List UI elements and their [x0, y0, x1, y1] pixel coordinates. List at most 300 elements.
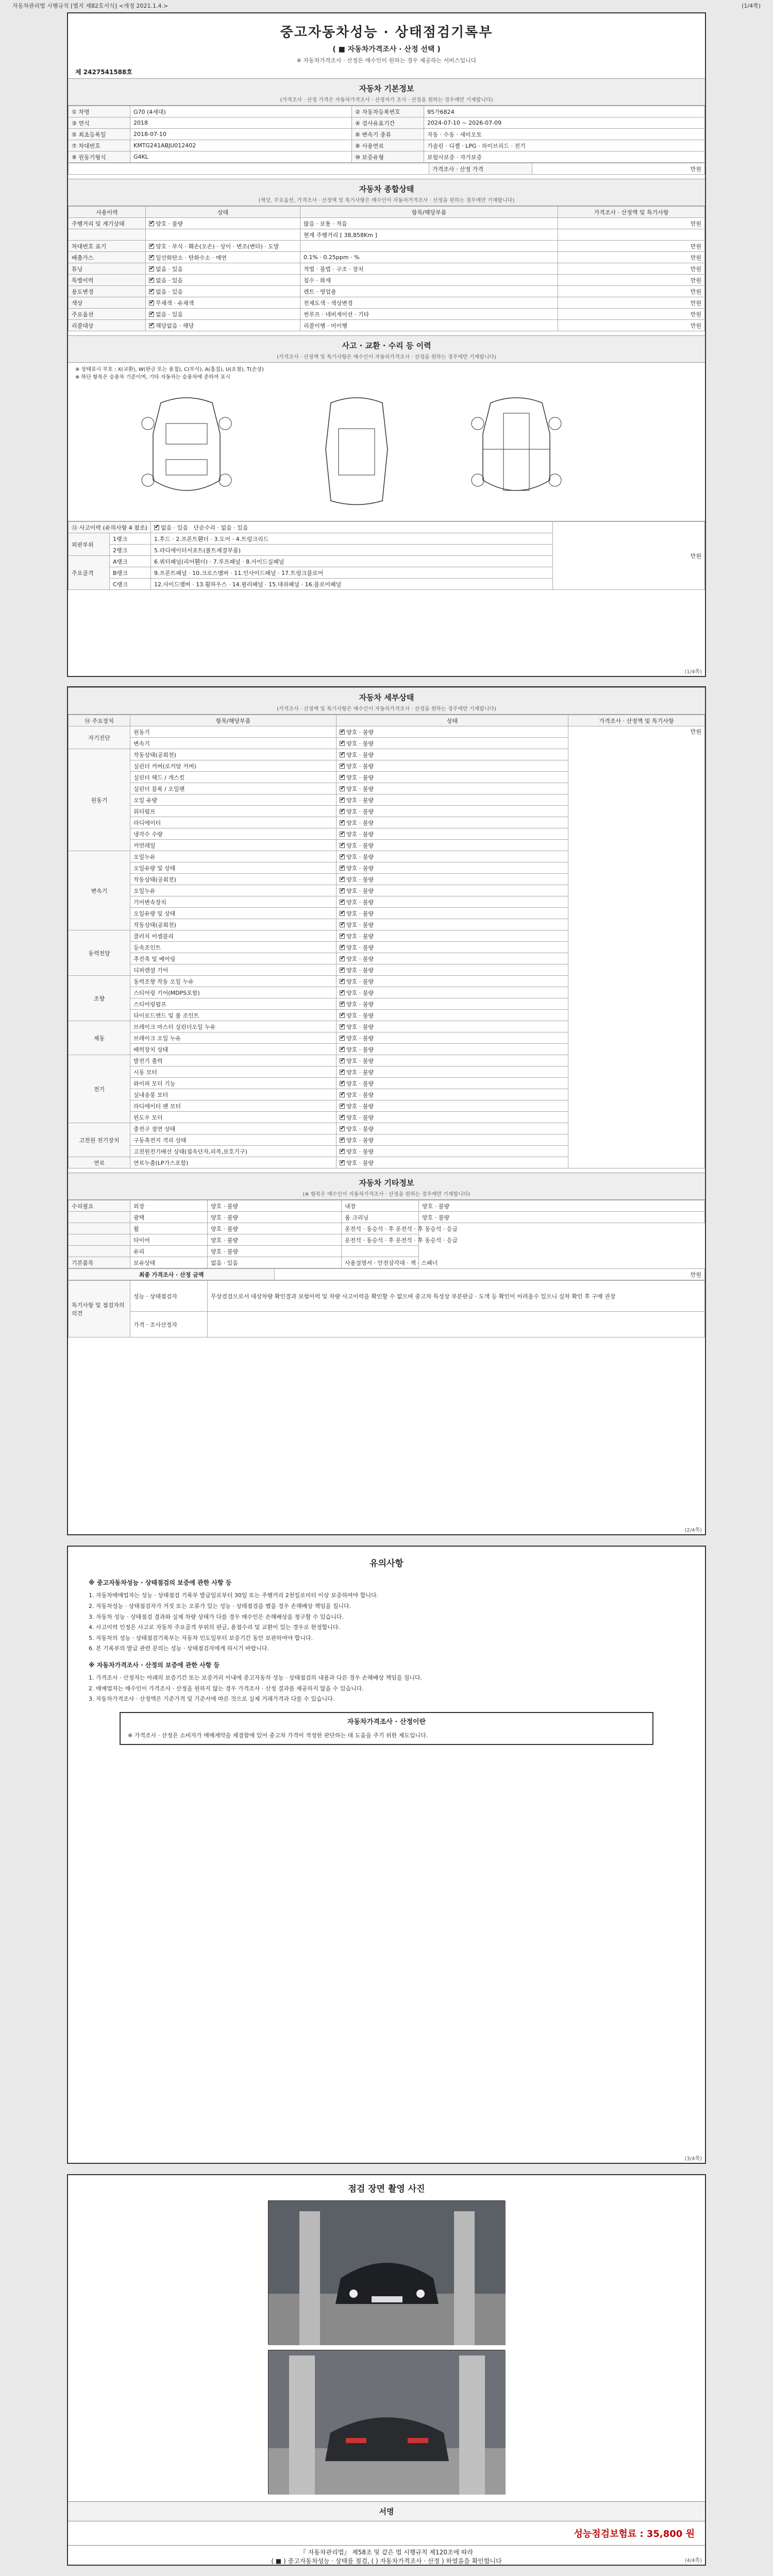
- summary-row: [69, 320, 705, 331]
- etc-title: 자동차 기타정보: [359, 1178, 414, 1188]
- page-1: [67, 12, 706, 677]
- summary-price-unit: 만원: [558, 241, 705, 252]
- basic-label: ⑨ 원동기형식: [69, 151, 130, 163]
- detail-state: ✔ 양호 · 불량: [337, 851, 568, 862]
- form-legal-ref: 자동차관리법 시행규칙 [별지 제82호서식] <개정 2021.1.4.>: [12, 3, 169, 9]
- checkbox: [149, 266, 154, 272]
- detail-head-0: ⑭ 주요장치: [69, 715, 130, 726]
- checkbox: [149, 255, 154, 260]
- etc-cell: 기본품목: [69, 1257, 130, 1268]
- summary-price-unit: 만원: [558, 263, 705, 275]
- etc-cell: 유리: [130, 1246, 208, 1257]
- notice-item: 4. 사고이력 인정은 사고로 자동차 주요골격 부위의 판금, 용접수리 및 교환이 있는 경우로 한정합니다.: [89, 1624, 340, 1631]
- checkbox: [340, 888, 345, 893]
- notice-subtitle-1: ※ 중고자동차성능 · 상태점검의 보증에 관한 사항 등: [89, 1579, 232, 1587]
- detail-item: 작동상태(공회전): [130, 874, 337, 885]
- page-2-number: (2/4쪽): [684, 1528, 702, 1533]
- checkbox: [340, 1104, 345, 1109]
- detail-state: ✔ 양호 · 불량: [337, 760, 568, 772]
- detail-state: ✔ 양호 · 불량: [337, 1112, 568, 1123]
- detail-state: ✔ 양호 · 불량: [337, 1123, 568, 1134]
- etc-row: [69, 1223, 705, 1234]
- accident-price-unit: 만원: [553, 522, 705, 590]
- checkbox: [340, 945, 345, 950]
- checkbox: [149, 323, 154, 328]
- summary-price-unit: 만원: [558, 309, 705, 320]
- basic-value: KMTG241ABJU012402: [130, 140, 352, 151]
- summary-note: (색상, 주요옵션, 가격조사 · 산정액 및 특기사항은 매수인이 자동차가격조사 · 산정을 원하는 경우에만 기재합니다): [258, 198, 515, 204]
- summary-state: ✔ 무채색 · 유채색: [146, 297, 300, 309]
- etc-cell: [342, 1246, 419, 1257]
- basic-label: ⑤ 최초등록일: [69, 129, 130, 140]
- summary-item: 차대번호 표기: [69, 241, 146, 252]
- page-1-number: (1/4쪽): [684, 669, 702, 675]
- checkbox: [340, 1081, 345, 1086]
- detail-item: 스티어링펌프: [130, 998, 337, 1010]
- detail-item: 라디에이터 팬 모터: [130, 1100, 337, 1112]
- summary-state: ✔ 없음 · 있음: [146, 286, 300, 297]
- etc-cell: [69, 1223, 130, 1234]
- price-examination-title: 자동차가격조사 · 산정이란: [347, 1718, 426, 1726]
- detail-price-unit: 만원: [568, 726, 705, 1168]
- etc-row: [69, 1257, 705, 1268]
- notice-item: 1. 자동차매매업자는 성능 · 상태점검 기록부 발급일로부터 30일 또는 주행거리 2천킬로미터 이상 보증하여야 합니다.: [89, 1592, 379, 1599]
- basic-label: ⑦ 차대번호: [69, 140, 130, 151]
- notice-item: 2. 자동차성능 · 상태점검자가 거짓 또는 오류가 있는 성능 · 상태점검을 했을 경우 손해배상 책임을 집니다.: [89, 1602, 351, 1609]
- checkbox: [340, 1013, 345, 1018]
- summary-price-unit: 만원: [558, 218, 705, 229]
- summary-row: [69, 297, 705, 309]
- special-notes-label: 특기사항 및 점검자의 의견: [69, 1281, 130, 1337]
- detail-state: ✔ 양호 · 불량: [337, 976, 568, 987]
- checkbox: [340, 730, 345, 735]
- detail-head-3: 가격조사 · 산정액 및 특기사항: [568, 715, 705, 726]
- price-examiner-label: 가격 · 조사산정자: [130, 1312, 208, 1337]
- etc-cell: 양호 · 불량: [208, 1246, 342, 1257]
- document-note: ※ 자동차가격조사 · 산정은 매수인이 원하는 경우 제공하는 서비스입니다: [296, 57, 477, 64]
- checkbox: [340, 764, 345, 769]
- notice-title: 유의사항: [369, 1558, 404, 1569]
- checkbox: [340, 934, 345, 939]
- etc-cell: 외장: [130, 1200, 208, 1212]
- checkbox: [340, 866, 345, 871]
- detail-state: ✔ 양호 · 불량: [337, 1089, 568, 1100]
- etc-note: (※ 항목은 매수인이 자동차가격조사 · 산정을 원하는 경우에만 기재합니다): [303, 1192, 470, 1197]
- checkbox: [340, 854, 345, 859]
- detail-state: ✔ 양호 · 불량: [337, 1146, 568, 1157]
- rank1-items: 1.후드 · 2.프론트휀더 · 3.도어 · 4.트렁크리드: [151, 533, 553, 545]
- basic-label: ⑩ 보증유형: [352, 151, 424, 163]
- detail-item: 오일 유량: [130, 794, 337, 806]
- checkbox: [340, 775, 345, 780]
- checkbox: [340, 922, 345, 927]
- page-3: [67, 1546, 706, 2164]
- etc-cell: 양호 · 불량: [419, 1200, 705, 1212]
- checkbox: [340, 956, 345, 961]
- summary-item: 튜닝: [69, 263, 146, 275]
- basic-price-unit: 만원: [532, 163, 705, 175]
- detail-item: 커먼레일: [130, 840, 337, 851]
- etc-table: [68, 1200, 705, 1268]
- basic-row: [69, 117, 705, 129]
- basic-info-header: [68, 78, 705, 106]
- document-title: 중고자동차성능 · 상태점검기록부: [280, 25, 493, 40]
- checkbox: [149, 244, 154, 249]
- detail-state: ✔ 양호 · 불량: [337, 930, 568, 942]
- summary-detail: 썬루프 · 네비게이션 · 기타: [300, 309, 558, 320]
- detail-item: 구동축전지 격리 상태: [130, 1134, 337, 1146]
- checkbox: [340, 1036, 345, 1041]
- detail-state: ✔ 양호 · 불량: [337, 817, 568, 828]
- checkbox: [340, 1058, 345, 1063]
- summary-item: 특별이력: [69, 275, 146, 286]
- detail-state: ✔ 양호 · 불량: [337, 896, 568, 908]
- detail-state: ✔ 양호 · 불량: [337, 806, 568, 817]
- detail-state: ✔ 양호 · 불량: [337, 1100, 568, 1112]
- detail-item: 추진축 및 베어링: [130, 953, 337, 964]
- checkbox: [340, 843, 345, 848]
- insurance-fee: [68, 2521, 705, 2545]
- etc-cell: 타이어: [130, 1234, 208, 1246]
- checkbox: [340, 1138, 345, 1143]
- basic-price-table: [68, 163, 705, 175]
- detail-item: 시동 모터: [130, 1066, 337, 1078]
- detail-item: 실린더 헤드 / 개스킷: [130, 772, 337, 783]
- notice-list-1: [89, 1591, 684, 1653]
- detail-item: 브레이크 오일 누유: [130, 1032, 337, 1044]
- accident-legend-1: ※ 상태표시 부호 : X(교환), W(판금 또는 용접), C(부식), A(흠집), U(요철), T(손상): [75, 367, 264, 372]
- special-notes-table: [68, 1280, 705, 1337]
- detail-item: 작동상태(공회전): [130, 919, 337, 930]
- car-top-diagram: [310, 393, 403, 511]
- detail-group: 동력전달: [69, 930, 130, 976]
- odometer-row: [69, 229, 705, 241]
- detail-table: [68, 715, 705, 1168]
- detail-state: ✔ 양호 · 불량: [337, 1055, 568, 1066]
- summary-row: [69, 286, 705, 297]
- detail-group: 고전원 전기장치: [69, 1123, 130, 1157]
- etc-cell: 양호 · 불량: [208, 1200, 342, 1212]
- detail-item: 실내송풍 모터: [130, 1089, 337, 1100]
- etc-cell: 수리필요: [69, 1200, 130, 1212]
- checkbox: [340, 877, 345, 882]
- basic-value: 자동 · 수동 · 세미오토: [424, 129, 705, 140]
- etc-cell: 광택: [130, 1212, 208, 1223]
- etc-cell: 운전석 · 동승석 · 후 운전석 · 후 동승석 · 응급: [342, 1234, 419, 1246]
- basic-price-label: 가격조사 · 산정 가격: [429, 163, 532, 175]
- checkbox: [340, 786, 345, 791]
- car-side-left-diagram: [130, 393, 243, 511]
- detail-group: 자기진단: [69, 726, 130, 749]
- detail-item: 배력장치 상태: [130, 1044, 337, 1055]
- etc-cell: 내장: [342, 1200, 419, 1212]
- summary-state: ✔ 양호 · 부식 · 훼손(오손) · 상이 · 변조(변타) · 도말: [146, 241, 300, 252]
- summary-item: 리콜대상: [69, 320, 146, 331]
- accident-header: [68, 335, 705, 363]
- basic-value: 2018-07-10: [130, 129, 352, 140]
- detail-state: ✔ 양호 · 불량: [337, 964, 568, 976]
- checkbox: [340, 1024, 345, 1029]
- final-price-label: 최종 가격조사 · 산정 금액: [69, 1269, 275, 1280]
- summary-state: ✔ 양호 · 불량: [146, 218, 300, 229]
- legal-footer: [68, 2545, 705, 2567]
- etc-cell: 양호 · 불량: [208, 1234, 342, 1246]
- checkbox: [149, 221, 154, 226]
- etc-cell: 운전석 · 동승석 · 후 운전석 · 후 동승석 · 응급: [342, 1223, 419, 1234]
- basic-row: [69, 129, 705, 140]
- photo-section-title: 점검 장면 촬영 사진: [348, 2184, 425, 2194]
- detail-row: [69, 726, 705, 738]
- summary-detail: 0.1% · 0.25ppm · %: [300, 252, 558, 263]
- detail-head-2: 상태: [337, 715, 568, 726]
- notice-item: 5. 자동차의 성능 · 상태점검기록부는 자동차 인도일부터 보증기간 동안 보관하여야 합니다.: [89, 1634, 313, 1641]
- detail-item: 오일누유: [130, 851, 337, 862]
- detail-group: 변속기: [69, 851, 130, 930]
- photo-rear-image: [268, 2350, 506, 2495]
- rankA-items: 6.쿼터패널(리어휀더) · 7.루프패널 · 8.사이드실패널: [151, 556, 553, 567]
- detail-state: ✔ 양호 · 불량: [337, 772, 568, 783]
- summary-detail: 침수 · 화재: [300, 275, 558, 286]
- summary-row: [69, 218, 705, 229]
- basic-value: 2024-07-10 ~ 2026-07-09: [424, 117, 705, 129]
- accident-note: (가격조사 · 산정액 및 특기사항은 매수인이 자동차가격조사 · 산정을 원하는 경우에만 기재합니다): [277, 354, 496, 360]
- summary-price-unit: 만원: [558, 297, 705, 309]
- accident-table: ⑬ 사고이력 (유의사항 4 참조) ✔ 없음 · 있음 단순수리 · 없음 · 있음 만원 외판부위 1랭크 1.후드 · 2.프론트휀더 · 3.도어 · 4.트렁크리드 2랭크 5.라디에이터서포트(볼트체결부품) 주요골격 A랭크 6.쿼터패널(리어휀더) · 7.루프패널 · 8.사이드실패널 B랭크 9.프론트패널 · 10.크로스멤버 · 11.인사이드패널 · 17.트렁크플로어 C랭크 12.사이드멤버 · 13.휠하우스 · 14.필러패널 · 15.대쉬패널 · 16.플로어패널: [68, 521, 705, 590]
- detail-state: ✔ 양호 · 불량: [337, 749, 568, 760]
- detail-item: 실린더 커버(로커암 커버): [130, 760, 337, 772]
- etc-cell: 양호 · 불량: [208, 1223, 342, 1234]
- etc-row: [69, 1234, 705, 1246]
- photo-front-image: [268, 2201, 506, 2345]
- summary-item: 주행거리 및 계기상태: [69, 218, 146, 229]
- checkbox: [340, 741, 345, 746]
- detail-state: ✔ 양호 · 불량: [337, 1010, 568, 1021]
- checkbox: [340, 1047, 345, 1052]
- detail-item: 클러치 어셈블리: [130, 930, 337, 942]
- checkbox: [340, 1126, 345, 1131]
- basic-value: 보험사보증 · 자가보증: [424, 151, 705, 163]
- detail-head-1: 항목/해당부품: [130, 715, 337, 726]
- checkbox: [340, 1160, 345, 1165]
- insurance-fee-label: 성능점검보험료 :: [574, 2529, 644, 2539]
- detail-title: 자동차 세부상태: [359, 693, 414, 702]
- detail-item: 연료누출(LP가스포함): [130, 1157, 337, 1168]
- summary-head-0: 사용이력: [69, 207, 146, 218]
- detail-item: 브레이크 마스터 실린더오일 누유: [130, 1021, 337, 1032]
- detail-state: ✔ 양호 · 불량: [337, 1134, 568, 1146]
- summary-head-1: 상태: [146, 207, 300, 218]
- detail-state: ✔ 양호 · 불량: [337, 738, 568, 749]
- page-2: [67, 686, 706, 1535]
- notice-subtitle-2: ※ 자동차가격조사 · 산정의 보증에 관한 사항 등: [89, 1661, 220, 1669]
- basic-value: 95가6824: [424, 106, 705, 117]
- checkbox: [340, 900, 345, 905]
- basic-label: ③ 연식: [69, 117, 130, 129]
- detail-item: 고전원전기배선 상태(접속단자,피복,보호기구): [130, 1146, 337, 1157]
- checkbox: [340, 1092, 345, 1097]
- detail-state: ✔ 양호 · 불량: [337, 942, 568, 953]
- summary-row: [69, 275, 705, 286]
- odometer-value: 현재 주행거리 [ 38,858Km ]: [300, 229, 558, 241]
- basic-value: G70 (4세대): [130, 106, 352, 117]
- etc-cell: 사용설명서 · 안전삼각대 · 잭 · 스패너: [342, 1257, 419, 1268]
- summary-price-unit: 만원: [558, 320, 705, 331]
- detail-state: ✔ 양호 · 불량: [337, 1021, 568, 1032]
- detail-group: 원동기: [69, 749, 130, 851]
- detail-state: ✔ 양호 · 불량: [337, 1157, 568, 1168]
- summary-price-unit: 만원: [558, 252, 705, 263]
- accident-history-label: ⑬ 사고이력 (유의사항 4 참조): [69, 522, 151, 533]
- basic-value: 2018: [130, 117, 352, 129]
- summary-state: ✔ 일산화탄소 · 탄화수소 · 매연: [146, 252, 300, 263]
- checkbox: [340, 968, 345, 973]
- detail-item: 워터펌프: [130, 806, 337, 817]
- detail-item: 발전기 출력: [130, 1055, 337, 1066]
- inspection-photo-rear: [268, 2350, 505, 2494]
- detail-item: 냉각수 수량: [130, 828, 337, 840]
- checkbox: [340, 752, 345, 757]
- etc-row: [69, 1200, 705, 1212]
- detail-state: ✔ 양호 · 불량: [337, 862, 568, 874]
- insurance-fee-value: 35,800 원: [646, 2529, 695, 2539]
- detail-item: 원동기: [130, 726, 337, 738]
- detail-item: 윈도우 모터: [130, 1112, 337, 1123]
- accident-legend-2: ※ 하단 항목은 승용차 기준이며, 기타 자동차는 승용차에 준하여 표시: [75, 375, 230, 380]
- etc-header: [68, 1173, 705, 1200]
- summary-detail: 적법 · 불법 · 구조 · 장치: [300, 263, 558, 275]
- basic-info-note: (가격조사 · 산정 가격은 자동차가격조사 · 산정자가 조사 · 산정을 원하는 경우에만 기재합니다): [280, 97, 493, 103]
- checkbox: [340, 990, 345, 995]
- basic-row: [69, 106, 705, 117]
- summary-detail: 전체도색 · 색상변경: [300, 297, 558, 309]
- checkbox: [340, 1070, 345, 1075]
- summary-detail: 렌트 · 영업용: [300, 286, 558, 297]
- detail-item: 스티어링 기어(MDPS포함): [130, 987, 337, 998]
- detail-state: ✔ 양호 · 불량: [337, 783, 568, 794]
- final-price-table: [68, 1268, 705, 1280]
- rankB-items: 9.프론트패널 · 10.크로스멤버 · 11.인사이드패널 · 17.트렁크플로어: [151, 567, 553, 579]
- notice-item: 6. 본 기록부의 발급 관련 문의는 성능 · 상태점검자에게 하시기 바랍니다.: [89, 1645, 269, 1652]
- detail-item: 오일누유: [130, 885, 337, 896]
- summary-table: [68, 206, 705, 331]
- page-indicator: (1/4쪽): [742, 3, 761, 9]
- summary-item: 배출가스: [69, 252, 146, 263]
- legal-footer-2: ( ■ ) 중고자동차성능 · 상태를 점검, ( ) 자동차가격조사 · 산정 ) 하였음을 확인합니다: [271, 2557, 502, 2565]
- basic-label: ① 차명: [69, 106, 130, 117]
- checkbox: [340, 809, 345, 814]
- detail-state: ✔ 양호 · 불량: [337, 840, 568, 851]
- notice-list-2: [89, 1673, 684, 1704]
- price-examination-box: [120, 1712, 653, 1745]
- detail-state: ✔ 양호 · 불량: [337, 1044, 568, 1055]
- basic-value: G4KL: [130, 151, 352, 163]
- basic-value: 가솔린 · 디젤 · LPG · 하이브리드 · 전기: [424, 140, 705, 151]
- detail-note: (가격조사 · 산정액 및 특기사항은 매수인이 자동차가격조사 · 산정을 원하는 경우에만 기재합니다): [277, 706, 496, 712]
- summary-item: 용도변경: [69, 286, 146, 297]
- checkbox: [340, 832, 345, 837]
- car-frame-diagram: [460, 393, 573, 511]
- detail-group: 전기: [69, 1055, 130, 1123]
- summary-state: ✔ 해당없음 · 해당: [146, 320, 300, 331]
- detail-item: 동력조향 작동 오일 누유: [130, 976, 337, 987]
- detail-state: ✔ 양호 · 불량: [337, 794, 568, 806]
- detail-item: 디퍼렌셜 기어: [130, 964, 337, 976]
- etc-cell: 양호 · 불량: [419, 1212, 705, 1223]
- detail-state: ✔ 양호 · 불량: [337, 987, 568, 998]
- summary-state: ✔ 없음 · 있음: [146, 309, 300, 320]
- detail-state: ✔ 양호 · 불량: [337, 828, 568, 840]
- accident-history-value: ✔ 없음 · 있음 단순수리 · 없음 · 있음: [151, 522, 553, 533]
- etc-cell: [69, 1234, 130, 1246]
- detail-item: 변속기: [130, 738, 337, 749]
- etc-cell: 없음 · 있음: [208, 1257, 342, 1268]
- etc-row: [69, 1246, 705, 1257]
- basic-label: ④ 검사유효기간: [352, 117, 424, 129]
- basic-label: ⑧ 사용연료: [352, 140, 424, 151]
- accident-title: 사고 · 교환 · 수리 등 이력: [342, 341, 431, 350]
- summary-price-unit: 만원: [558, 286, 705, 297]
- detail-item: 오일유량 및 상태: [130, 862, 337, 874]
- basic-info-table: [68, 106, 705, 163]
- checkbox: [149, 289, 154, 294]
- basic-label: ⑥ 변속기 종류: [352, 129, 424, 140]
- detail-item: 오일유량 및 상태: [130, 908, 337, 919]
- serial-number: 제 2427541588호: [75, 69, 132, 76]
- detail-item: 등속조인트: [130, 942, 337, 953]
- inspection-photo-front: [268, 2200, 505, 2345]
- basic-label: ② 자동차등록번호: [352, 106, 424, 117]
- checkbox: [149, 278, 154, 283]
- notice-item: 2. 매매업자는 매수인이 가격조사 · 산정을 원하지 않는 경우 가격조사 · 산정 결과를 제공하지 않을 수 있습니다.: [89, 1685, 364, 1692]
- etc-cell: 룸 크리닝: [342, 1212, 419, 1223]
- detail-state: ✔ 양호 · 불량: [337, 1032, 568, 1044]
- detail-header: [68, 687, 705, 715]
- detail-state: ✔ 양호 · 불량: [337, 874, 568, 885]
- summary-row: [69, 252, 705, 263]
- checkbox: [340, 820, 345, 825]
- detail-state: ✔ 양호 · 불량: [337, 1066, 568, 1078]
- checkbox: [340, 1002, 345, 1007]
- final-price-unit: 만원: [275, 1269, 705, 1280]
- detail-state: ✔ 양호 · 불량: [337, 726, 568, 738]
- detail-item: 와이퍼 모터 기능: [130, 1078, 337, 1089]
- summary-detail: 리콜이행 · 미이행: [300, 320, 558, 331]
- detail-state: ✔ 양호 · 불량: [337, 885, 568, 896]
- price-examination-text: ※ 가격조사 · 산정은 소비자가 매매계약을 체결함에 있어 중고차 가격이 적정한 판단하는 데 도움을 주기 위한 제도입니다.: [128, 1732, 428, 1739]
- detail-item: 작동상태(공회전): [130, 749, 337, 760]
- page-4-number: (4/4쪽): [684, 2558, 702, 2564]
- detail-item: 타이로드엔드 및 볼 조인트: [130, 1010, 337, 1021]
- page-3-number: (3/4쪽): [684, 2156, 702, 2162]
- detail-state: ✔ 양호 · 불량: [337, 953, 568, 964]
- basic-row: [69, 151, 705, 163]
- etc-row: [69, 1212, 705, 1223]
- document-header: [68, 13, 705, 64]
- checkbox: [149, 300, 154, 306]
- detail-state: ✔ 양호 · 불량: [337, 908, 568, 919]
- detail-group: 제동: [69, 1021, 130, 1055]
- checkbox: [340, 911, 345, 916]
- legal-footer-1: 『 자동차관리법』 제58조 및 같은 법 시행규칙 제120조에 따라: [299, 2549, 474, 2556]
- summary-title: 자동차 종합상태: [359, 184, 414, 194]
- page-4: [67, 2174, 706, 2566]
- notice-item: 3. 자동차 성능 · 상태점검 결과와 실제 차량 상태가 다를 경우 매수인은 손해배상을 청구할 수 있습니다.: [89, 1613, 344, 1620]
- etc-cell: 양호 · 불량: [208, 1212, 342, 1223]
- summary-price-unit: 만원: [558, 275, 705, 286]
- detail-state: ✔ 양호 · 불량: [337, 998, 568, 1010]
- basic-info-title: 자동차 기본정보: [359, 84, 414, 93]
- etc-cell: 보유상태: [130, 1257, 208, 1268]
